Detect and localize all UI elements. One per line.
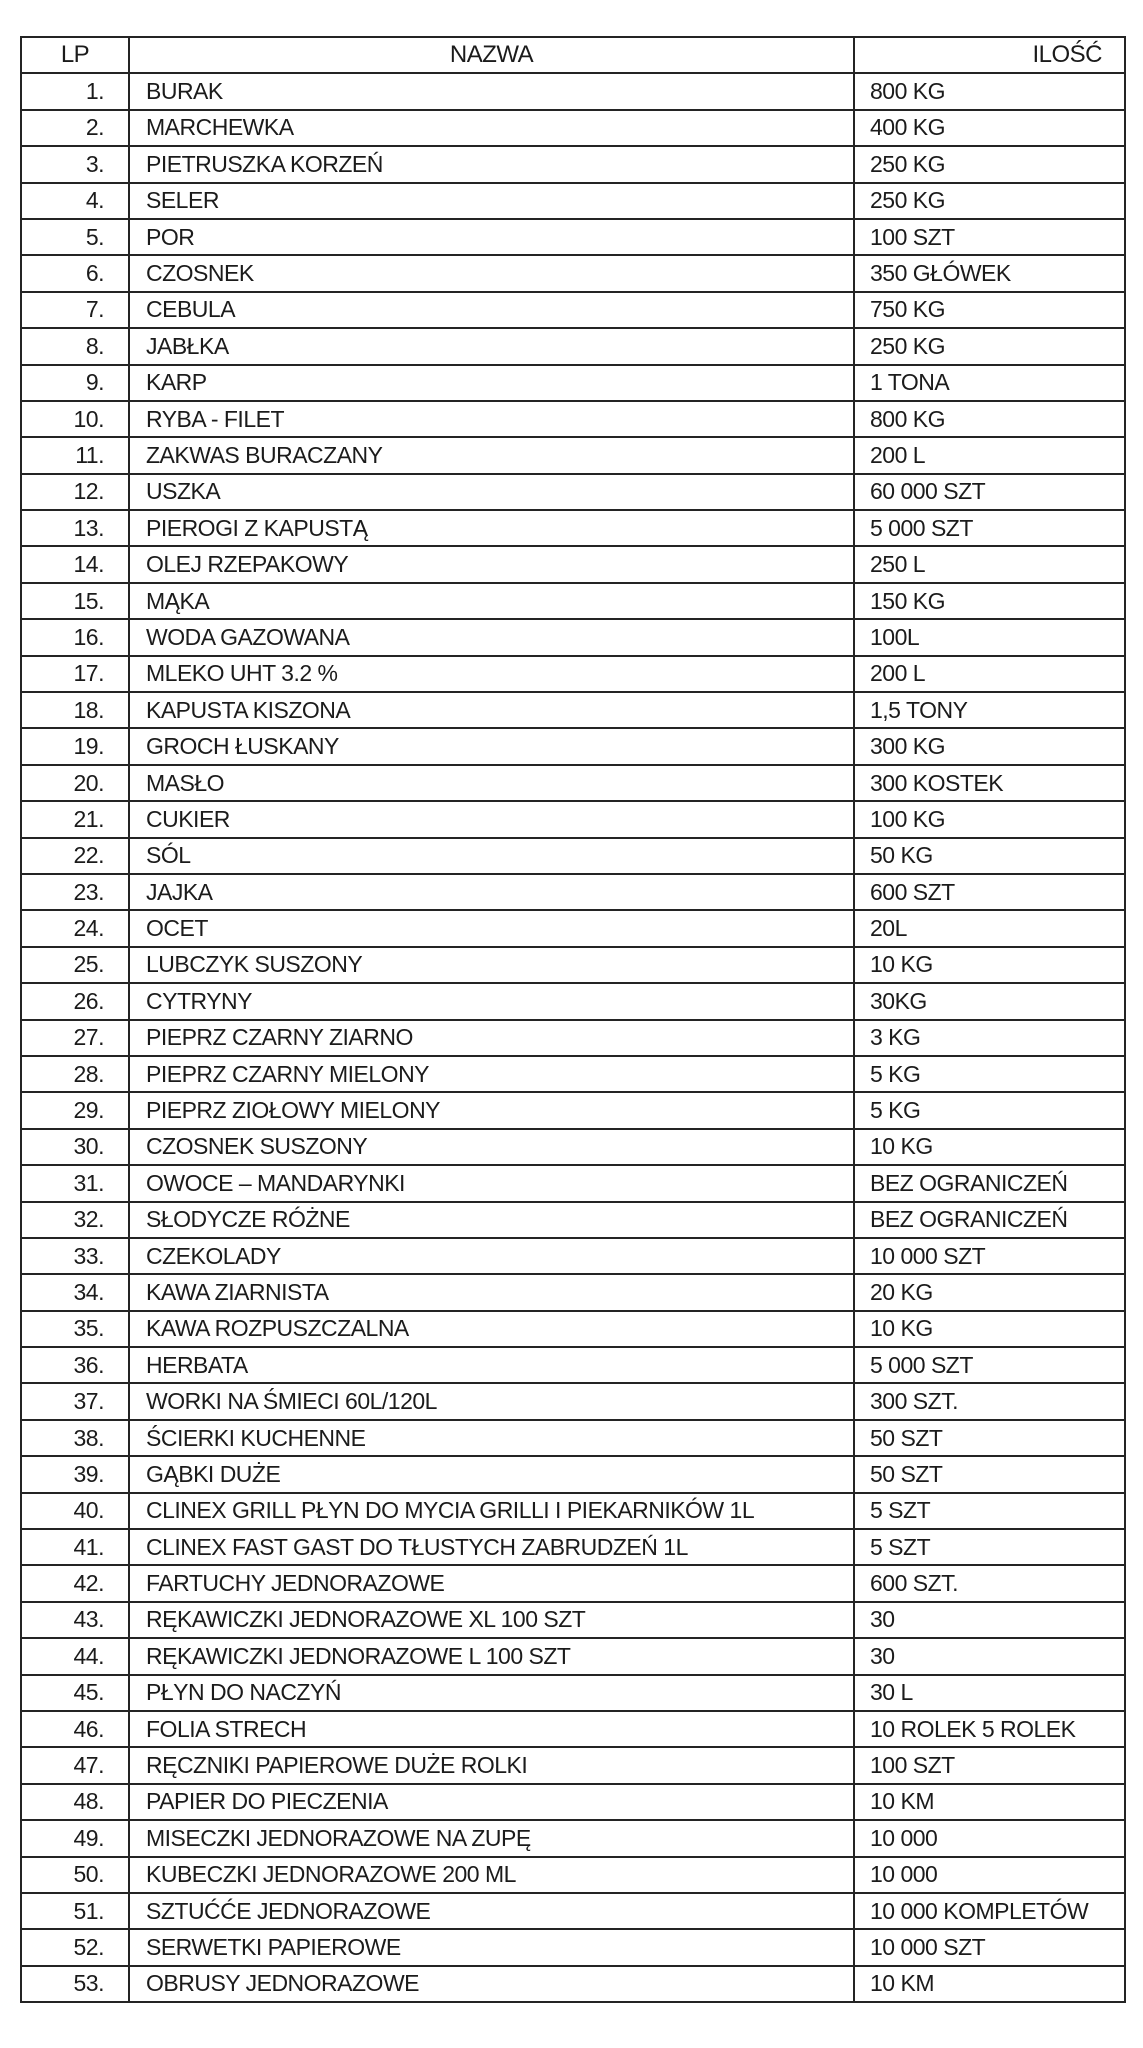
item-name: MASŁO xyxy=(129,765,854,801)
item-quantity: 1 TONA xyxy=(854,365,1125,401)
item-name: CYTRYNY xyxy=(129,983,854,1019)
item-name: PIEROGI Z KAPUSTĄ xyxy=(129,510,854,546)
item-name: PIEPRZ ZIOŁOWY MIELONY xyxy=(129,1092,854,1128)
row-number: 14. xyxy=(21,546,129,582)
item-quantity: 50 SZT xyxy=(854,1420,1125,1456)
item-name: HERBATA xyxy=(129,1347,854,1383)
table-row xyxy=(21,1820,1125,1856)
header-nazwa: NAZWA xyxy=(129,37,854,73)
row-number: 36. xyxy=(21,1347,129,1383)
table-row xyxy=(21,1893,1125,1929)
table-row xyxy=(21,1675,1125,1711)
table-row xyxy=(21,1129,1125,1165)
item-quantity: 10 000 SZT xyxy=(854,1238,1125,1274)
item-name: CZEKOLADY xyxy=(129,1238,854,1274)
row-number: 32. xyxy=(21,1202,129,1238)
item-name: KARP xyxy=(129,365,854,401)
item-quantity: 250 KG xyxy=(854,328,1125,364)
item-quantity: 350 GŁÓWEK xyxy=(854,255,1125,291)
row-number: 34. xyxy=(21,1274,129,1310)
table-row xyxy=(21,1347,1125,1383)
row-number: 44. xyxy=(21,1638,129,1674)
item-name: GROCH ŁUSKANY xyxy=(129,728,854,764)
row-number: 19. xyxy=(21,728,129,764)
table-row xyxy=(21,1311,1125,1347)
item-quantity: 200 L xyxy=(854,437,1125,473)
item-name: KAWA ZIARNISTA xyxy=(129,1274,854,1310)
table-row xyxy=(21,1711,1125,1747)
row-number: 40. xyxy=(21,1493,129,1529)
item-name: WORKI NA ŚMIECI 60L/120L xyxy=(129,1383,854,1419)
table-row xyxy=(21,1857,1125,1893)
table-row xyxy=(21,73,1125,109)
item-name: KAWA ROZPUSZCZALNA xyxy=(129,1311,854,1347)
item-quantity: 600 SZT xyxy=(854,874,1125,910)
item-name: ZAKWAS BURACZANY xyxy=(129,437,854,473)
table-row xyxy=(21,728,1125,764)
row-number: 5. xyxy=(21,219,129,255)
row-number: 2. xyxy=(21,110,129,146)
table-row xyxy=(21,1238,1125,1274)
item-name: CUKIER xyxy=(129,801,854,837)
item-name: BURAK xyxy=(129,73,854,109)
row-number: 1. xyxy=(21,73,129,109)
item-quantity: 30KG xyxy=(854,983,1125,1019)
item-quantity: 10 000 SZT xyxy=(854,1929,1125,1965)
row-number: 47. xyxy=(21,1747,129,1783)
table-row xyxy=(21,1565,1125,1601)
row-number: 9. xyxy=(21,365,129,401)
item-quantity: 250 KG xyxy=(854,183,1125,219)
item-quantity: 10 KG xyxy=(854,947,1125,983)
item-name: SÓL xyxy=(129,838,854,874)
table-row xyxy=(21,1020,1125,1056)
row-number: 53. xyxy=(21,1966,129,2002)
table-row xyxy=(21,219,1125,255)
item-name: SELER xyxy=(129,183,854,219)
header-ilosc: ILOŚĆ xyxy=(854,37,1125,73)
item-name: FARTUCHY JEDNORAZOWE xyxy=(129,1565,854,1601)
row-number: 17. xyxy=(21,656,129,692)
table-row xyxy=(21,1420,1125,1456)
item-quantity: 800 KG xyxy=(854,401,1125,437)
table-row xyxy=(21,1383,1125,1419)
table-body xyxy=(21,73,1125,2002)
item-name: POR xyxy=(129,219,854,255)
table-row xyxy=(21,1202,1125,1238)
item-quantity: 150 KG xyxy=(854,583,1125,619)
row-number: 26. xyxy=(21,983,129,1019)
row-number: 52. xyxy=(21,1929,129,1965)
row-number: 23. xyxy=(21,874,129,910)
table-header-row xyxy=(21,37,1125,73)
table-row xyxy=(21,474,1125,510)
item-name: KAPUSTA KISZONA xyxy=(129,692,854,728)
item-quantity: 5 SZT xyxy=(854,1493,1125,1529)
item-name: SZTUĆĆE JEDNORAZOWE xyxy=(129,1893,854,1929)
row-number: 25. xyxy=(21,947,129,983)
item-quantity: 10 KM xyxy=(854,1966,1125,2002)
row-number: 35. xyxy=(21,1311,129,1347)
item-quantity: 10 KM xyxy=(854,1784,1125,1820)
item-quantity: 100 KG xyxy=(854,801,1125,837)
row-number: 12. xyxy=(21,474,129,510)
table-row xyxy=(21,1456,1125,1492)
table-row xyxy=(21,437,1125,473)
row-number: 15. xyxy=(21,583,129,619)
item-name: RYBA - FILET xyxy=(129,401,854,437)
item-name: GĄBKI DUŻE xyxy=(129,1456,854,1492)
table-row xyxy=(21,365,1125,401)
item-quantity: 100 SZT xyxy=(854,1747,1125,1783)
item-name: SŁODYCZE RÓŻNE xyxy=(129,1202,854,1238)
item-quantity: 5 KG xyxy=(854,1056,1125,1092)
item-name: MĄKA xyxy=(129,583,854,619)
row-number: 41. xyxy=(21,1529,129,1565)
table-row xyxy=(21,546,1125,582)
row-number: 38. xyxy=(21,1420,129,1456)
table-row xyxy=(21,1092,1125,1128)
item-name: OLEJ RZEPAKOWY xyxy=(129,546,854,582)
item-name: PIETRUSZKA KORZEŃ xyxy=(129,146,854,182)
table-row xyxy=(21,292,1125,328)
item-name: CEBULA xyxy=(129,292,854,328)
item-name: USZKA xyxy=(129,474,854,510)
table-row xyxy=(21,692,1125,728)
item-quantity: 30 L xyxy=(854,1675,1125,1711)
item-quantity: 100L xyxy=(854,619,1125,655)
table-row xyxy=(21,401,1125,437)
table-row xyxy=(21,1638,1125,1674)
row-number: 27. xyxy=(21,1020,129,1056)
item-quantity: 10 000 xyxy=(854,1857,1125,1893)
item-quantity: 750 KG xyxy=(854,292,1125,328)
row-number: 48. xyxy=(21,1784,129,1820)
table-row xyxy=(21,619,1125,655)
item-quantity: 100 SZT xyxy=(854,219,1125,255)
table-row xyxy=(21,947,1125,983)
row-number: 46. xyxy=(21,1711,129,1747)
item-name: PAPIER DO PIECZENIA xyxy=(129,1784,854,1820)
row-number: 29. xyxy=(21,1092,129,1128)
table-row xyxy=(21,656,1125,692)
row-number: 33. xyxy=(21,1238,129,1274)
item-quantity: 5 SZT xyxy=(854,1529,1125,1565)
item-quantity: 200 L xyxy=(854,656,1125,692)
item-name: CZOSNEK SUSZONY xyxy=(129,1129,854,1165)
item-quantity: 10 000 KOMPLETÓW xyxy=(854,1893,1125,1929)
table-row xyxy=(21,838,1125,874)
item-name: PIEPRZ CZARNY MIELONY xyxy=(129,1056,854,1092)
item-quantity: 5 000 SZT xyxy=(854,510,1125,546)
item-quantity: 600 SZT. xyxy=(854,1565,1125,1601)
table-row xyxy=(21,1165,1125,1201)
row-number: 7. xyxy=(21,292,129,328)
table-row xyxy=(21,146,1125,182)
item-quantity: 50 KG xyxy=(854,838,1125,874)
header-lp: LP xyxy=(21,37,129,73)
table-row xyxy=(21,1966,1125,2002)
table-row xyxy=(21,1784,1125,1820)
item-name: ŚCIERKI KUCHENNE xyxy=(129,1420,854,1456)
row-number: 24. xyxy=(21,910,129,946)
item-quantity: 60 000 SZT xyxy=(854,474,1125,510)
item-quantity: 5 000 SZT xyxy=(854,1347,1125,1383)
row-number: 31. xyxy=(21,1165,129,1201)
item-name: JAJKA xyxy=(129,874,854,910)
table-row xyxy=(21,910,1125,946)
row-number: 16. xyxy=(21,619,129,655)
item-quantity: 20 KG xyxy=(854,1274,1125,1310)
table-row xyxy=(21,1747,1125,1783)
item-quantity: 50 SZT xyxy=(854,1456,1125,1492)
row-number: 13. xyxy=(21,510,129,546)
supply-order-table xyxy=(20,36,1126,2003)
row-number: 21. xyxy=(21,801,129,837)
table-row xyxy=(21,1929,1125,1965)
row-number: 42. xyxy=(21,1565,129,1601)
row-number: 18. xyxy=(21,692,129,728)
item-name: OCET xyxy=(129,910,854,946)
row-number: 11. xyxy=(21,437,129,473)
item-name: LUBCZYK SUSZONY xyxy=(129,947,854,983)
table-row xyxy=(21,801,1125,837)
item-name: SERWETKI PAPIEROWE xyxy=(129,1929,854,1965)
row-number: 30. xyxy=(21,1129,129,1165)
item-quantity: 250 KG xyxy=(854,146,1125,182)
item-quantity: BEZ OGRANICZEŃ xyxy=(854,1202,1125,1238)
item-name: RĘKAWICZKI JEDNORAZOWE XL 100 SZT xyxy=(129,1602,854,1638)
row-number: 28. xyxy=(21,1056,129,1092)
table-row xyxy=(21,255,1125,291)
item-name: MARCHEWKA xyxy=(129,110,854,146)
item-quantity: 10 KG xyxy=(854,1311,1125,1347)
item-quantity: 300 KOSTEK xyxy=(854,765,1125,801)
item-name: OWOCE – MANDARYNKI xyxy=(129,1165,854,1201)
row-number: 10. xyxy=(21,401,129,437)
table-row xyxy=(21,874,1125,910)
item-quantity: 30 xyxy=(854,1638,1125,1674)
item-name: CLINEX GRILL PŁYN DO MYCIA GRILLI I PIEKARNIKÓW 1L xyxy=(129,1493,854,1529)
item-name: MISECZKI JEDNORAZOWE NA ZUPĘ xyxy=(129,1820,854,1856)
item-quantity: 1,5 TONY xyxy=(854,692,1125,728)
row-number: 45. xyxy=(21,1675,129,1711)
table-row xyxy=(21,1274,1125,1310)
item-name: WODA GAZOWANA xyxy=(129,619,854,655)
row-number: 43. xyxy=(21,1602,129,1638)
table-row xyxy=(21,1602,1125,1638)
item-quantity: 250 L xyxy=(854,546,1125,582)
row-number: 49. xyxy=(21,1820,129,1856)
table-row xyxy=(21,1056,1125,1092)
table-row xyxy=(21,1493,1125,1529)
item-quantity: 300 KG xyxy=(854,728,1125,764)
row-number: 50. xyxy=(21,1857,129,1893)
item-quantity: 300 SZT. xyxy=(854,1383,1125,1419)
item-quantity: 5 KG xyxy=(854,1092,1125,1128)
item-name: KUBECZKI JEDNORAZOWE 200 ML xyxy=(129,1857,854,1893)
table-row xyxy=(21,328,1125,364)
row-number: 6. xyxy=(21,255,129,291)
item-name: PIEPRZ CZARNY ZIARNO xyxy=(129,1020,854,1056)
row-number: 4. xyxy=(21,183,129,219)
item-quantity: 20L xyxy=(854,910,1125,946)
item-name: CLINEX FAST GAST DO TŁUSTYCH ZABRUDZEŃ 1L xyxy=(129,1529,854,1565)
item-name: OBRUSY JEDNORAZOWE xyxy=(129,1966,854,2002)
row-number: 20. xyxy=(21,765,129,801)
row-number: 3. xyxy=(21,146,129,182)
table-row xyxy=(21,183,1125,219)
row-number: 37. xyxy=(21,1383,129,1419)
item-quantity: 10 ROLEK 5 ROLEK xyxy=(854,1711,1125,1747)
item-name: PŁYN DO NACZYŃ xyxy=(129,1675,854,1711)
row-number: 8. xyxy=(21,328,129,364)
row-number: 39. xyxy=(21,1456,129,1492)
item-name: CZOSNEK xyxy=(129,255,854,291)
item-name: RĘCZNIKI PAPIEROWE DUŻE ROLKI xyxy=(129,1747,854,1783)
item-quantity: 30 xyxy=(854,1602,1125,1638)
item-quantity: 400 KG xyxy=(854,110,1125,146)
row-number: 22. xyxy=(21,838,129,874)
item-quantity: 3 KG xyxy=(854,1020,1125,1056)
item-name: RĘKAWICZKI JEDNORAZOWE L 100 SZT xyxy=(129,1638,854,1674)
table-row xyxy=(21,765,1125,801)
table-row xyxy=(21,110,1125,146)
item-name: JABŁKA xyxy=(129,328,854,364)
item-name: MLEKO UHT 3.2 % xyxy=(129,656,854,692)
item-quantity: 10 KG xyxy=(854,1129,1125,1165)
table-row xyxy=(21,983,1125,1019)
item-quantity: BEZ OGRANICZEŃ xyxy=(854,1165,1125,1201)
item-quantity: 800 KG xyxy=(854,73,1125,109)
item-name: FOLIA STRECH xyxy=(129,1711,854,1747)
table-row xyxy=(21,1529,1125,1565)
row-number: 51. xyxy=(21,1893,129,1929)
item-quantity: 10 000 xyxy=(854,1820,1125,1856)
table-row xyxy=(21,583,1125,619)
table-row xyxy=(21,510,1125,546)
